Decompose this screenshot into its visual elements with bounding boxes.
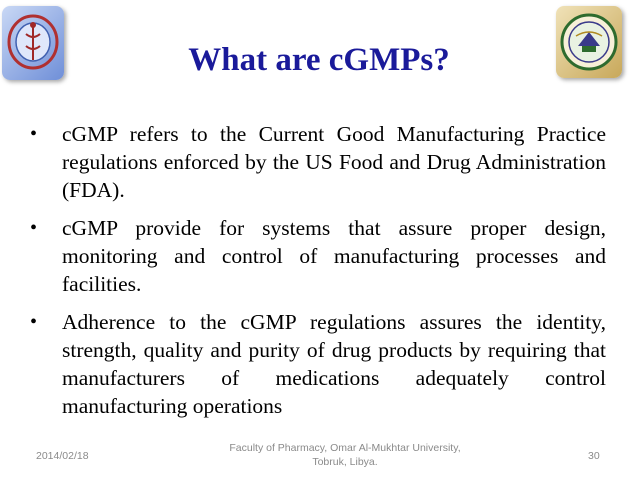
bullet-text: Adherence to the cGMP regulations assures the identity, strength, quality and purity of drug products by requiring that manufacturers of medications adequately control manufacturing operations xyxy=(62,310,606,418)
footer-institution-line2: Tobruk, Libya. xyxy=(312,456,378,468)
page-number: 30 xyxy=(588,450,600,462)
bullet-marker: • xyxy=(30,311,38,333)
bullet-text: cGMP refers to the Current Good Manufacturing Practice regulations enforced by the US Food and Drug Administration (FDA). xyxy=(62,122,606,202)
bullet-marker: • xyxy=(30,217,38,239)
bullet-marker: • xyxy=(30,123,38,145)
bullet-item xyxy=(26,120,606,204)
footer-institution-line1: Faculty of Pharmacy, Omar Al-Mukhtar University, xyxy=(229,442,461,454)
bullet-item xyxy=(26,308,606,420)
footer-date: 2014/02/18 xyxy=(36,450,89,462)
bullet-list xyxy=(26,120,606,430)
slide-title: What are cGMPs? xyxy=(188,42,450,78)
bullet-text: cGMP provide for systems that assure proper design, monitoring and control of manufacturing processes and facilities. xyxy=(62,216,606,296)
footer-institution xyxy=(210,441,480,469)
bullet-item xyxy=(26,214,606,298)
